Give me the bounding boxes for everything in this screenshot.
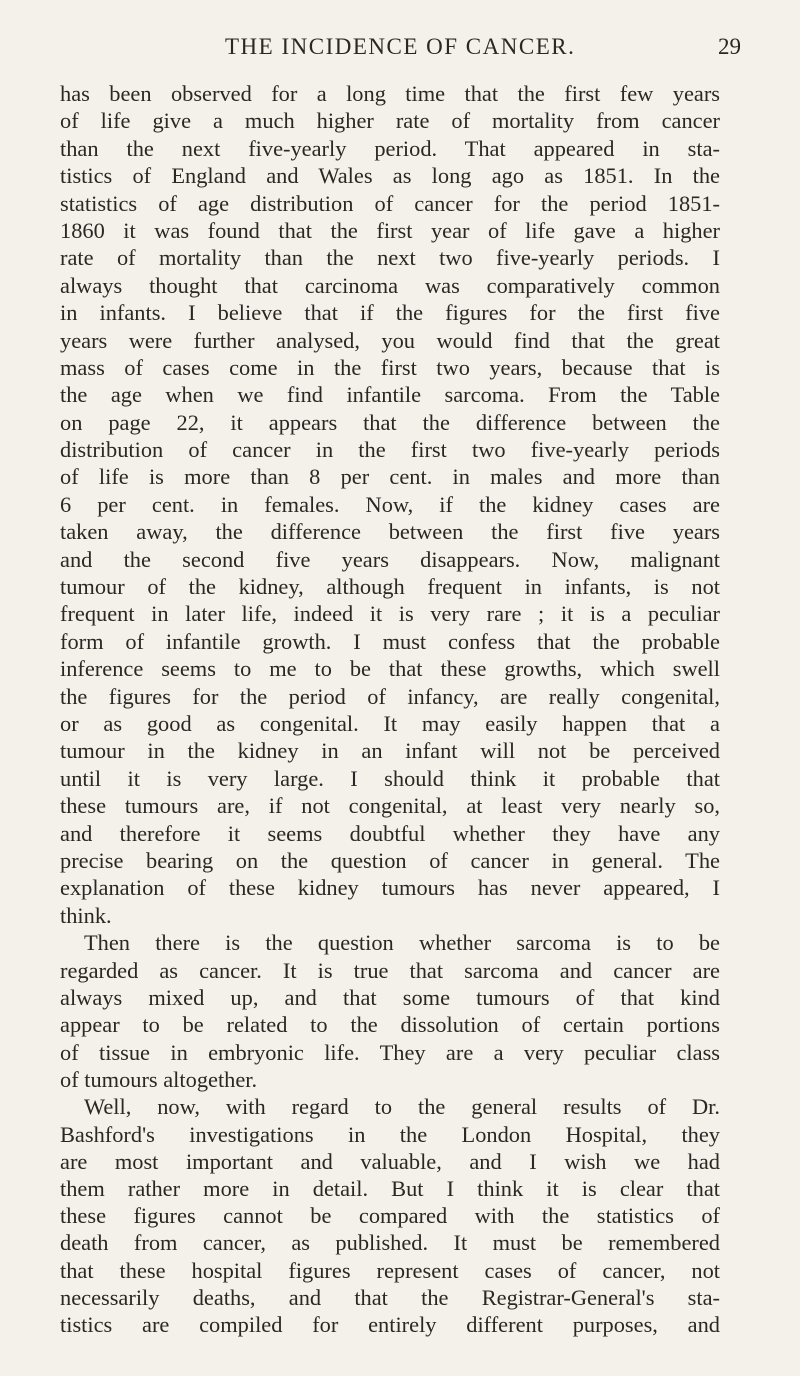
text-line: death from cancer, as published. It must be remembered (60, 1230, 720, 1256)
text-line: frequent in later life, indeed it is very rare ; it is a peculiar (60, 601, 720, 627)
text-line: or as good as congenital. It may easily happen that a (60, 710, 720, 736)
text-line: on page 22, it appears that the difference between the (60, 409, 720, 435)
text-line: than the next five-yearly period. That appeared in sta- (60, 135, 720, 161)
body-text (60, 80, 720, 1338)
text-line: of life give a much higher rate of mortality from cancer (60, 108, 720, 134)
text-line: mass of cases come in the first two years, because that is (60, 354, 720, 380)
text-line: has been observed for a long time that the first few years (60, 81, 720, 106)
text-line: Well, now, with regard to the general results of Dr. (84, 1094, 720, 1120)
paragraph-3 (60, 1093, 720, 1338)
text-line: of tissue in embryonic life. They are a very peculiar class (60, 1039, 720, 1065)
text-line: Bashford's investigations in the London Hospital, they (60, 1121, 720, 1147)
text-line: always mixed up, and that some tumours of that kind (60, 984, 720, 1010)
text-line: and the second five years disappears. Now, malignant (60, 546, 720, 572)
text-line: statistics of age distribution of cancer for the period 1851- (60, 190, 720, 216)
text-line: inference seems to me to be that these growths, which swell (60, 656, 720, 682)
text-line: 6 per cent. in females. Now, if the kidney cases are (60, 491, 720, 517)
text-line: these tumours are, if not congenital, at least very nearly so, (60, 793, 720, 819)
running-head (0, 34, 800, 64)
text-line: tistics of England and Wales as long ago as 1851. In the (60, 163, 720, 189)
text-line: in infants. I believe that if the figures for the first five (60, 300, 720, 326)
text-line: rate of mortality than the next two five-yearly periods. I (60, 245, 720, 271)
text-line: and therefore it seems doubtful whether they have any (60, 820, 720, 846)
page-number: 29 (718, 34, 741, 59)
text-line: are most important and valuable, and I wish we had (60, 1148, 720, 1174)
text-line: form of infantile growth. I must confess that the probable (60, 628, 720, 654)
text-line: them rather more in detail. But I think it is clear that (60, 1176, 720, 1202)
text-line: the figures for the period of infancy, are really congenital, (60, 683, 720, 709)
text-line: of tumours altogether. (60, 1067, 258, 1093)
text-line: that these hospital figures represent cases of cancer, not (60, 1257, 720, 1283)
text-line: tistics are compiled for entirely different purposes, and (60, 1311, 720, 1337)
text-line: tumour of the kidney, although frequent in infants, is not (60, 574, 720, 600)
text-line: necessarily deaths, and that the Registrar-General's sta- (60, 1284, 720, 1310)
text-line: always thought that carcinoma was comparatively common (60, 272, 720, 298)
text-line: tumour in the kidney in an infant will not be perceived (60, 738, 720, 764)
text-line: taken away, the difference between the first five years (60, 519, 720, 545)
text-line: Then there is the question whether sarcoma is to be (84, 930, 720, 956)
text-line: explanation of these kidney tumours has never appeared, I (60, 875, 720, 901)
text-line: the age when we find infantile sarcoma. From the Table (60, 382, 720, 408)
text-line: of life is more than 8 per cent. in males and more than (60, 464, 720, 490)
text-line: regarded as cancer. It is true that sarcoma and cancer are (60, 957, 720, 983)
text-line: until it is very large. I should think it probable that (60, 765, 720, 791)
text-line: think. (60, 902, 112, 928)
text-line: precise bearing on the question of cancer in general. The (60, 847, 720, 873)
paragraph-1 (60, 80, 720, 929)
text-line: distribution of cancer in the first two five-yearly periods (60, 437, 720, 463)
text-line: 1860 it was found that the first year of life gave a higher (60, 217, 720, 243)
running-title: THE INCIDENCE OF CANCER. (225, 34, 576, 59)
text-line: appear to be related to the dissolution of certain portions (60, 1012, 720, 1038)
text-line: years were further analysed, you would find that the great (60, 327, 720, 353)
paragraph-2 (60, 929, 720, 1093)
text-line: these figures cannot be compared with the statistics of (60, 1203, 720, 1229)
